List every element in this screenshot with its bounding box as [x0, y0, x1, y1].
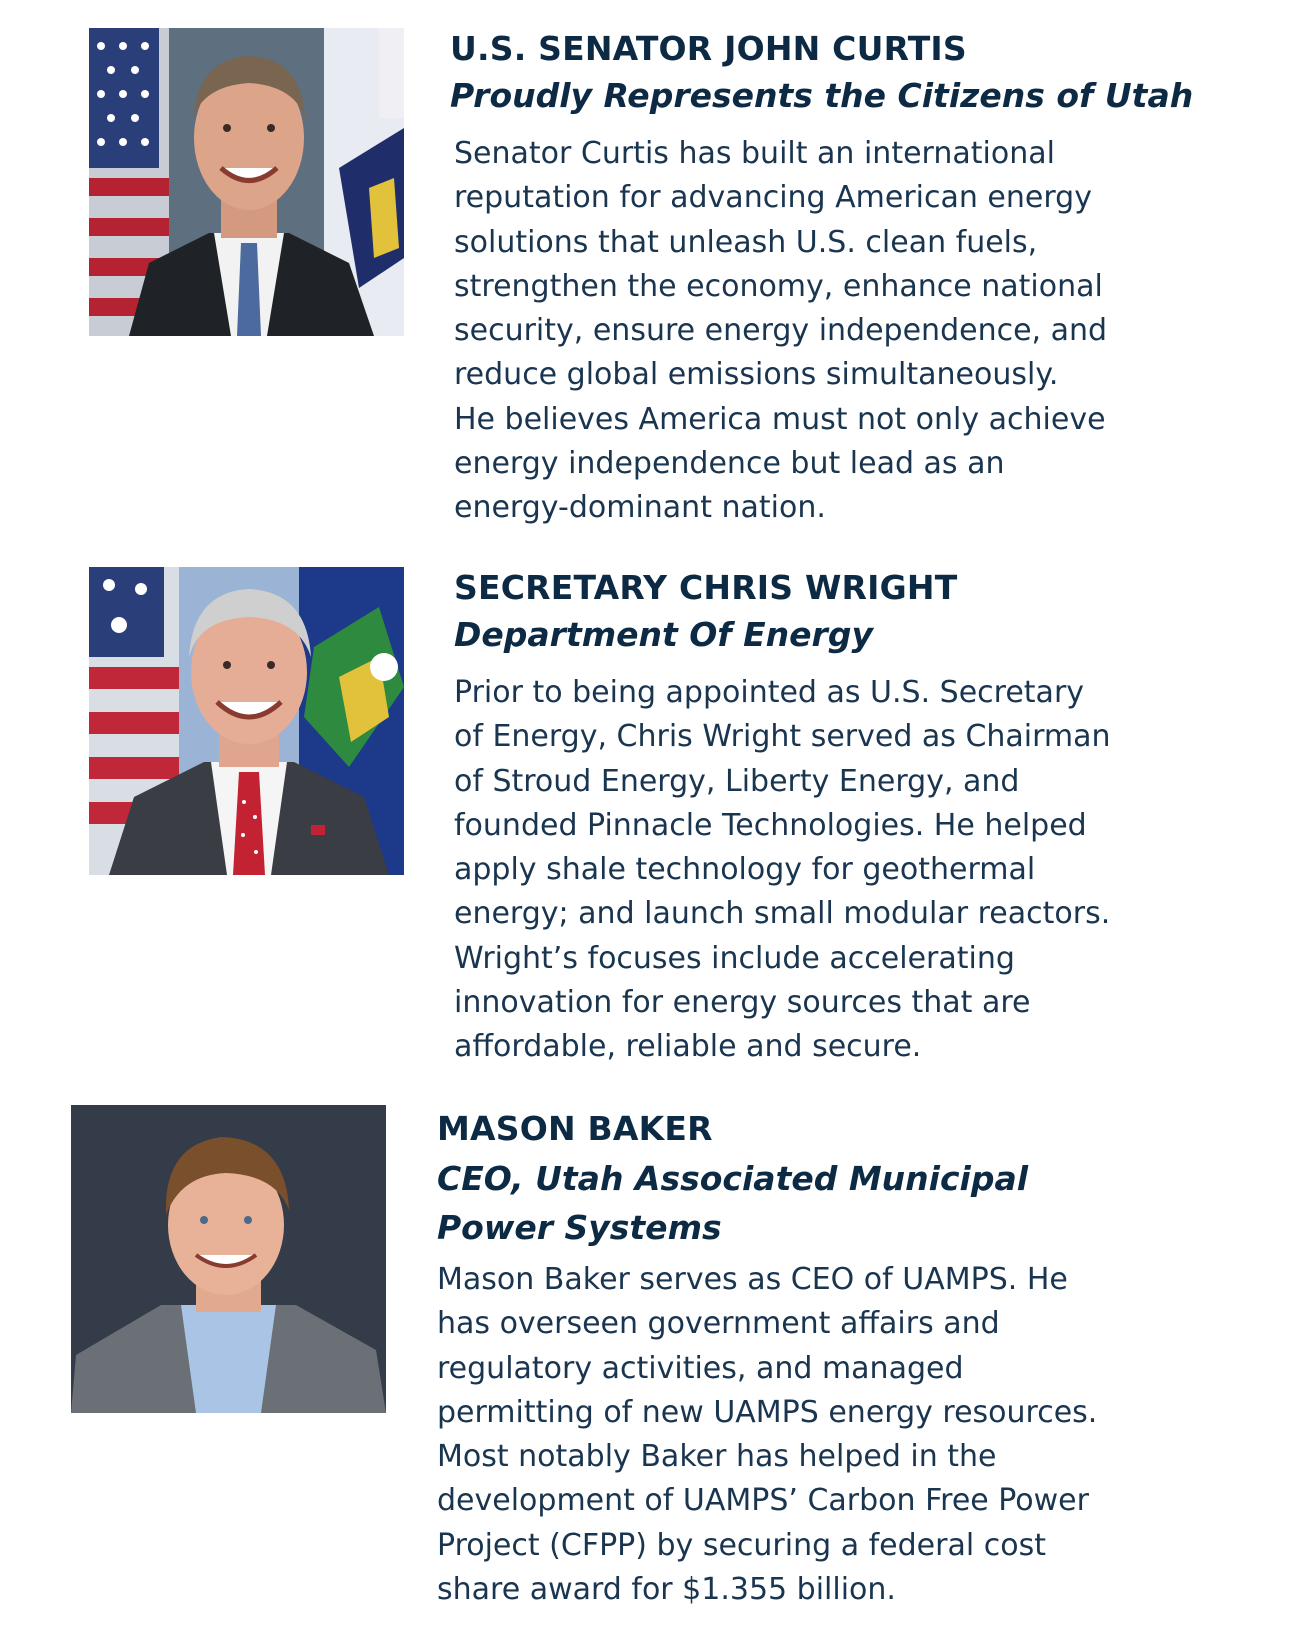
- bio-line: affordable, reliable and secure.: [454, 1029, 922, 1065]
- speaker-name: U.S. SENATOR JOHN CURTIS: [450, 29, 967, 68]
- speaker-role: [437, 1154, 1097, 1252]
- speaker-role-line: CEO, Utah Associated Municipal: [437, 1159, 1029, 1198]
- bio-line: of Energy, Chris Wright served as Chairman: [454, 719, 1111, 755]
- speaker-role-line: Power Systems: [437, 1208, 722, 1247]
- bio-line: energy independence but lead as an: [454, 446, 1005, 482]
- speaker-role-line: Proudly Represents the Citizens of Utah: [450, 76, 1194, 115]
- bio-line: reputation for advancing American energy: [454, 180, 1092, 216]
- speaker-name: SECRETARY CHRIS WRIGHT: [454, 568, 958, 607]
- speaker-role: [450, 72, 1193, 120]
- bio-line: permitting of new UAMPS energy resources.: [437, 1394, 1098, 1430]
- speaker-role-line: Department Of Energy: [454, 615, 873, 654]
- bio-line: innovation for energy sources that are: [454, 985, 1031, 1021]
- bio-line: Mason Baker serves as CEO of UAMPS. He: [437, 1262, 1068, 1297]
- speaker-role: [454, 611, 1111, 659]
- bio-line: strengthen the economy, enhance national: [454, 268, 1103, 304]
- portrait-photo-curtis: [89, 28, 404, 336]
- bio-line: of Stroud Energy, Liberty Energy, and: [454, 763, 1020, 799]
- bio-line: apply shale technology for geothermal: [454, 852, 1036, 888]
- bio-line: Project (CFPP) by securing a federal cost: [437, 1527, 1046, 1563]
- bio-line: Senator Curtis has built an international: [454, 136, 1055, 171]
- portrait-photo-wright: [89, 567, 404, 875]
- speaker-bio: [450, 132, 1193, 531]
- bio-line: Prior to being appointed as U.S. Secretary: [454, 675, 1085, 710]
- portrait-photo-baker: [71, 1105, 386, 1413]
- speaker-name: MASON BAKER: [437, 1109, 713, 1148]
- bio-line: has overseen government affairs and: [437, 1306, 1000, 1342]
- speaker-card-wright: [454, 565, 1111, 1070]
- bio-line: energy-dominant nation.: [454, 490, 826, 526]
- speaker-card-baker: [437, 1106, 1097, 1612]
- bio-line: reduce global emissions simultaneously.: [454, 357, 1059, 393]
- speaker-bio: [437, 1258, 1097, 1612]
- bio-line: solutions that unleash U.S. clean fuels,: [454, 224, 1038, 260]
- bio-line: Most notably Baker has helped in the: [437, 1439, 997, 1475]
- bio-line: development of UAMPS’ Carbon Free Power: [437, 1483, 1089, 1519]
- bio-line: security, ensure energy independence, and: [454, 313, 1108, 349]
- bio-line: share award for $1.355 billion.: [437, 1572, 896, 1608]
- bio-line: He believes America must not only achieve: [454, 401, 1106, 437]
- bio-line: Wright’s focuses include accelerating: [454, 940, 1015, 976]
- bio-line: founded Pinnacle Technologies. He helped: [454, 807, 1087, 843]
- bio-line: energy; and launch small modular reactors.: [454, 896, 1111, 932]
- bio-line: regulatory activities, and managed: [437, 1350, 964, 1386]
- speaker-bio: [454, 671, 1111, 1070]
- speaker-card-curtis: [450, 26, 1193, 531]
